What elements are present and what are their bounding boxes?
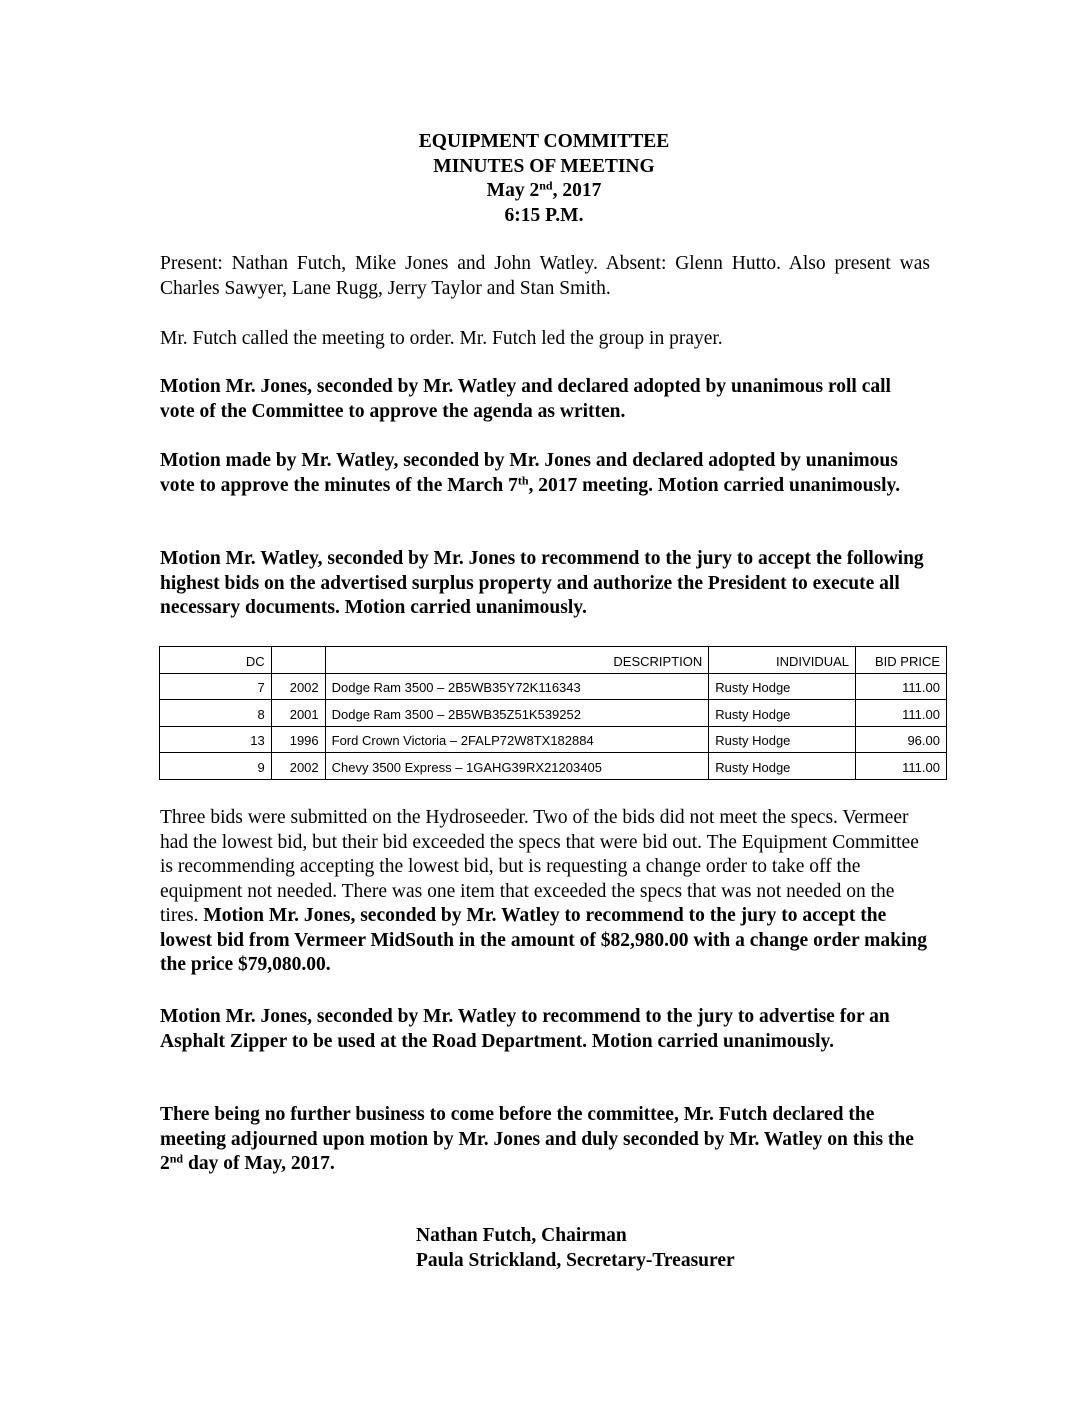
hydroseeder-motion: Motion Mr. Jones, seconded by Mr. Watley to recommend to the jury to accept the lowest bid from Vermeer MidSouth in the amount of $82,980.00 with a change order making the price $79,080.00. <box>160 905 928 975</box>
minutes-title: MINUTES OF MEETING <box>433 155 655 177</box>
cell-dc: 9 <box>160 753 272 780</box>
call-to-order-paragraph: Mr. Futch called the meeting to order. Mr. Futch led the group in prayer. <box>160 328 723 349</box>
meeting-date-year: , 2017 <box>552 180 602 201</box>
asphalt-zipper-motion-paragraph: Motion Mr. Jones, seconded by Mr. Watley to recommend to the jury to advertise for an Asphalt Zipper to be used at the Road Department. Motion carried unanimously. <box>160 1006 890 1052</box>
minutes-motion-text-a: Motion made by Mr. Watley, seconded by Mr. Jones and declared adopted by unanimous vote to approve the minutes of the March 7 <box>160 450 898 496</box>
chairman-signature: Nathan Futch, Chairman <box>416 1225 627 1246</box>
cell-year: 1996 <box>271 726 325 753</box>
cell-dc: 13 <box>160 726 272 753</box>
cell-description: Dodge Ram 3500 – 2B5WB35Y72K116343 <box>325 673 709 700</box>
minutes-motion-text-b: , 2017 meeting. Motion carried unanimously. <box>528 474 901 496</box>
cell-individual: Rusty Hodge <box>709 673 856 700</box>
signature-block <box>416 1224 735 1273</box>
table-header-row <box>160 647 947 674</box>
minutes-motion-paragraph <box>160 449 930 498</box>
attendance-paragraph: Present: Nathan Futch, Mike Jones and John Watley. Absent: Glenn Hutto. Also present was Charles Sawyer, Lane Rugg, Jerry Taylor and Stan Smith. <box>160 253 930 299</box>
committee-title: EQUIPMENT COMMITTEE <box>418 131 670 152</box>
cell-bid-price: 111.00 <box>856 673 947 700</box>
header-year <box>271 647 325 674</box>
cell-dc: 7 <box>160 673 272 700</box>
table-row <box>160 726 947 753</box>
cell-bid-price: 111.00 <box>856 753 947 780</box>
cell-individual: Rusty Hodge <box>709 700 856 727</box>
adjournment-paragraph <box>160 1103 930 1177</box>
agenda-motion-paragraph: Motion Mr. Jones, seconded by Mr. Watley and declared adopted by unanimous roll call vote of the Committee to approve the agenda as written. <box>160 376 891 422</box>
surplus-bid-table <box>159 646 947 780</box>
cell-year: 2001 <box>271 700 325 727</box>
cell-individual: Rusty Hodge <box>709 753 856 780</box>
header-description: DESCRIPTION <box>325 647 709 674</box>
table-row <box>160 700 947 727</box>
hydroseeder-summary: Three bids were submitted on the Hydroseeder. Two of the bids did not meet the specs. Vermeer had the lowest bid, but their bid exceeded the specs that were bid out. The Equipment Committee is recommending accepting the lowest bid, but is requesting a change order to take off the equipment not needed. There was one item that exceeded the specs that was not needed on the tires. <box>160 807 919 926</box>
cell-dc: 8 <box>160 700 272 727</box>
header-bid-price: BID PRICE <box>856 647 947 674</box>
adjournment-text-b: day of May, 2017. <box>183 1153 335 1174</box>
cell-individual: Rusty Hodge <box>709 726 856 753</box>
hydroseeder-paragraph <box>160 806 930 978</box>
cell-description: Ford Crown Victoria – 2FALP72W8TX182884 <box>325 726 709 753</box>
header-dc: DC <box>160 647 272 674</box>
adjournment-suffix: nd <box>169 1151 184 1166</box>
table-row <box>160 673 947 700</box>
meeting-date <box>0 179 1088 204</box>
cell-year: 2002 <box>271 753 325 780</box>
cell-year: 2002 <box>271 673 325 700</box>
surplus-motion-paragraph: Motion Mr. Watley, seconded by Mr. Jones to recommend to the jury to accept the following highest bids on the advertised surplus property and authorize the President to execute all necessary documents. Motion carried unanimously. <box>160 548 924 618</box>
document-header <box>0 130 1088 228</box>
meeting-time: 6:15 P.M. <box>504 204 584 226</box>
cell-bid-price: 111.00 <box>856 700 947 727</box>
header-individual: INDIVIDUAL <box>709 647 856 674</box>
cell-description: Dodge Ram 3500 – 2B5WB35Z51K539252 <box>325 700 709 727</box>
meeting-date-suffix: nd <box>539 178 553 193</box>
cell-description: Chevy 3500 Express – 1GAHG39RX21203405 <box>325 753 709 780</box>
secretary-signature: Paula Strickland, Secretary-Treasurer <box>416 1249 735 1271</box>
cell-bid-price: 96.00 <box>856 726 947 753</box>
meeting-date-month: May 2 <box>486 180 540 201</box>
table-row <box>160 753 947 780</box>
adjournment-text-a: There being no further business to come before the committee, Mr. Futch declared the meeting adjourned upon motion by Mr. Jones and duly seconded by Mr. Watley on this the 2 <box>160 1104 914 1174</box>
minutes-motion-suffix: th <box>517 472 529 487</box>
